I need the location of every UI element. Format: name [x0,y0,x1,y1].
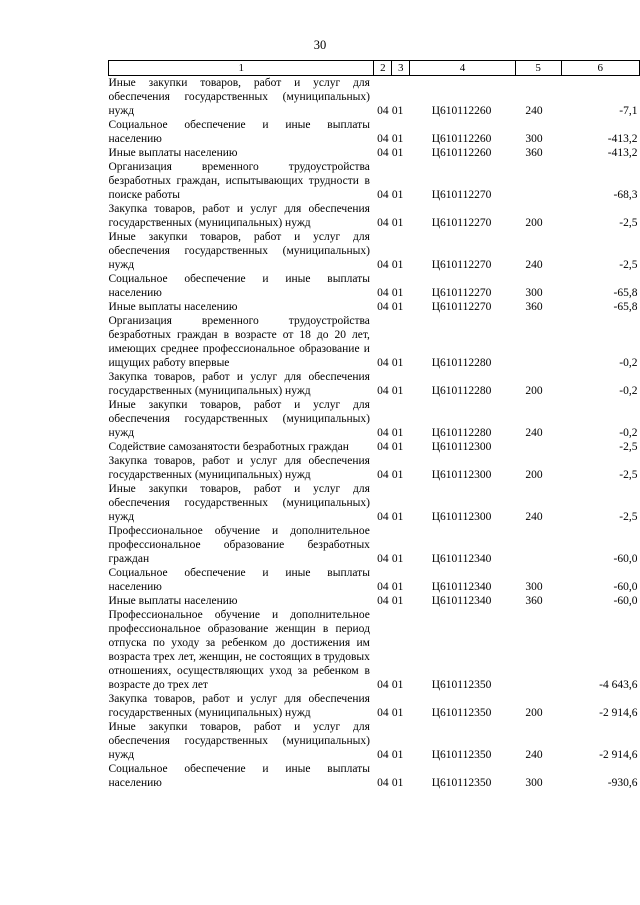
row-target-code: Ц610112300 [431,469,492,481]
row-section: 04 [377,707,389,719]
row-amount: -2 914,6 [599,707,638,719]
row-section: 04 [377,189,389,201]
row-amount: -7,1 [619,105,638,117]
row-name: Профессиональное обучение и дополнительное профессиональное образование безработных граждан [108,525,370,565]
row-section: 04 [377,385,389,397]
row-target-code: Ц610112260 [431,133,492,145]
row-target-code: Ц610112340 [431,581,492,593]
row-amount: -2,5 [619,217,638,229]
row-amount: -413,2 [607,133,638,145]
column-header-subsection: 3 [392,61,410,76]
row-subsection: 01 [391,553,404,565]
row-subsection: 01 [391,357,404,369]
row-section: 04 [377,301,389,313]
row-name: Организация временного трудоустройства безработных граждан, испытывающих трудности в поиске работы [108,161,370,201]
row-section: 04 [377,553,389,565]
row-subsection: 01 [391,469,404,481]
row-section: 04 [377,287,389,299]
row-subsection: 01 [391,511,404,523]
row-section: 04 [377,427,389,439]
row-section: 04 [377,217,389,229]
row-target-code: Ц610112260 [431,105,492,117]
row-amount: -0,2 [619,385,638,397]
row-section: 04 [377,133,389,145]
row-subsection: 01 [391,441,404,453]
row-amount: -60,0 [613,553,638,565]
row-name: Закупка товаров, работ и услуг для обеспечения государственных (муниципальных) нужд [108,455,370,481]
row-expense-type [515,608,561,692]
row-subsection: 01 [391,147,404,159]
row-amount: -413,2 [607,147,638,159]
table-row [109,720,640,762]
row-subsection: 01 [391,287,404,299]
table-row [109,566,640,594]
row-target-code: Ц610112350 [431,749,492,761]
row-expense-type: 360 [525,301,543,313]
row-target-code: Ц610112270 [431,301,492,313]
row-amount: -2 914,6 [599,749,638,761]
row-section: 04 [377,147,389,159]
row-amount: -2,5 [619,259,638,271]
table-row [109,160,640,202]
row-amount: -2,5 [619,511,638,523]
row-amount: -0,2 [619,357,638,369]
table-row [109,118,640,146]
row-amount: -4 643,6 [599,679,638,691]
row-name: Социальное обеспечение и иные выплаты населению [108,567,370,593]
row-name: Иные закупки товаров, работ и услуг для обеспечения государственных (муниципальных) нужд [108,483,370,523]
row-expense-type: 240 [525,749,543,761]
row-target-code: Ц610112280 [431,427,492,439]
table-row [109,594,640,608]
page-number: 30 [313,38,327,52]
row-name: Социальное обеспечение и иные выплаты населению [108,273,370,299]
row-name: Закупка товаров, работ и услуг для обеспечения государственных (муниципальных) нужд [108,693,370,719]
row-name: Иные выплаты населению [108,301,238,313]
row-subsection: 01 [391,679,404,691]
row-target-code: Ц610112300 [431,441,492,453]
column-header-expense-type: 5 [515,61,561,76]
table-row [109,76,640,119]
row-subsection: 01 [391,385,404,397]
table-row [109,692,640,720]
table-row [109,482,640,524]
row-section: 04 [377,469,389,481]
table-row [109,300,640,314]
row-name: Закупка товаров, работ и услуг для обеспечения государственных (муниципальных) нужд [108,203,370,229]
row-amount: -65,8 [613,287,638,299]
row-target-code: Ц610112270 [431,259,492,271]
row-expense-type: 300 [525,287,543,299]
row-target-code: Ц610112270 [431,287,492,299]
row-target-code: Ц610112350 [431,707,492,719]
column-header-target-code: 4 [410,61,516,76]
row-subsection: 01 [391,217,404,229]
row-expense-type: 240 [525,259,543,271]
row-target-code: Ц610112270 [431,189,492,201]
row-amount: -68,3 [613,189,638,201]
row-expense-type: 240 [525,511,543,523]
row-section: 04 [377,777,389,789]
row-expense-type [515,160,561,202]
row-subsection: 01 [391,427,404,439]
row-expense-type: 240 [525,105,543,117]
table-row [109,440,640,454]
row-name: Иные закупки товаров, работ и услуг для обеспечения государственных (муниципальных) нужд [108,399,370,439]
table-row [109,398,640,440]
row-amount: -0,2 [619,427,638,439]
row-expense-type: 200 [525,707,543,719]
row-expense-type: 200 [525,385,543,397]
row-target-code: Ц610112300 [431,511,492,523]
row-amount: -2,5 [619,441,638,453]
row-target-code: Ц610112280 [431,357,492,369]
table-row [109,272,640,300]
table-row [109,608,640,692]
row-expense-type [515,314,561,370]
row-name: Организация временного трудоустройства безработных граждан в возрасте от 18 до 20 лет, имеющих среднее профессиональное образование и ищущих работу впервые [108,315,370,369]
table-row [109,762,640,790]
header-row [109,61,640,76]
row-section: 04 [377,441,389,453]
row-section: 04 [377,679,389,691]
row-amount: -930,6 [607,777,638,789]
table-header [109,61,640,76]
row-target-code: Ц610112280 [431,385,492,397]
row-name: Содействие самозанятости безработных граждан [108,441,349,453]
row-subsection: 01 [391,301,404,313]
row-target-code: Ц610112340 [431,553,492,565]
budget-table [108,60,640,790]
row-subsection: 01 [391,259,404,271]
table-row [109,524,640,566]
row-subsection: 01 [391,707,404,719]
row-target-code: Ц610112340 [431,595,492,607]
row-subsection: 01 [391,595,404,607]
row-name: Иные закупки товаров, работ и услуг для обеспечения государственных (муниципальных) нужд [108,77,370,117]
row-subsection: 01 [391,133,404,145]
row-expense-type: 200 [525,217,543,229]
row-section: 04 [377,749,389,761]
row-name: Иные закупки товаров, работ и услуг для обеспечения государственных (муниципальных) нужд [108,231,370,271]
row-subsection: 01 [391,189,404,201]
row-section: 04 [377,259,389,271]
table-row [109,370,640,398]
row-target-code: Ц610112270 [431,217,492,229]
row-expense-type: 300 [525,581,543,593]
row-name: Закупка товаров, работ и услуг для обеспечения государственных (муниципальных) нужд [108,371,370,397]
row-expense-type [515,524,561,566]
row-name: Профессиональное обучение и дополнительное профессиональное образование женщин в период отпуска по уходу за ребенком до достижения им возраста трех лет, женщин, не состоящих в трудовых отношениях, осуществляющих уход за ребенком в возрасте до трех лет [108,609,370,691]
row-section: 04 [377,581,389,593]
row-name: Социальное обеспечение и иные выплаты населению [108,763,370,789]
row-subsection: 01 [391,581,404,593]
row-amount: -2,5 [619,469,638,481]
column-header-name: 1 [109,61,374,76]
row-name: Иные закупки товаров, работ и услуг для обеспечения государственных (муниципальных) нужд [108,721,370,761]
column-header-amount: 6 [561,61,639,76]
row-section: 04 [377,357,389,369]
row-subsection: 01 [391,105,404,117]
table-row [109,230,640,272]
row-expense-type: 300 [525,777,543,789]
table-row [109,454,640,482]
row-expense-type: 360 [525,595,543,607]
row-section: 04 [377,511,389,523]
table-row [109,146,640,160]
row-name: Иные выплаты населению [108,595,238,607]
row-expense-type [515,440,561,454]
row-amount: -60,0 [613,595,638,607]
row-amount: -65,8 [613,301,638,313]
row-target-code: Ц610112260 [431,147,492,159]
row-target-code: Ц610112350 [431,679,492,691]
table-row [109,314,640,370]
row-subsection: 01 [391,777,404,789]
row-expense-type: 240 [525,427,543,439]
row-subsection: 01 [391,749,404,761]
row-name: Иные выплаты населению [108,147,238,159]
row-name: Социальное обеспечение и иные выплаты населению [108,119,370,145]
row-expense-type: 200 [525,469,543,481]
row-section: 04 [377,595,389,607]
row-section: 04 [377,105,389,117]
row-amount: -60,0 [613,581,638,593]
row-target-code: Ц610112350 [431,777,492,789]
table-body [109,76,640,791]
table-row [109,202,640,230]
column-header-section: 2 [374,61,392,76]
row-expense-type: 360 [525,147,543,159]
row-expense-type: 300 [525,133,543,145]
